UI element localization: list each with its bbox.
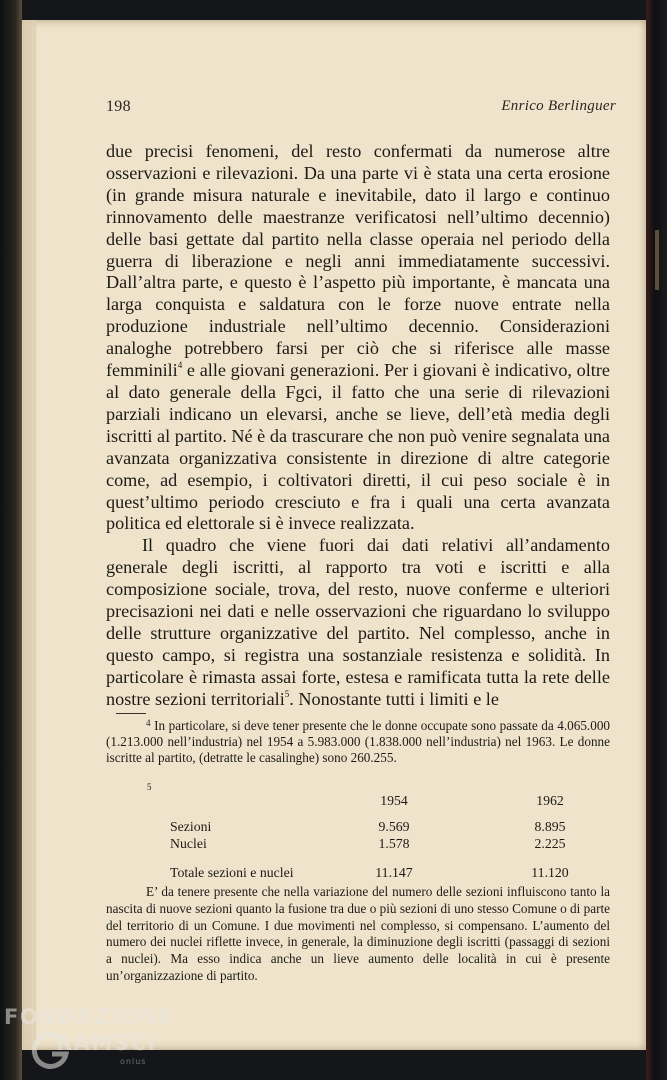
table-header-1954: 1954 — [380, 793, 408, 808]
fondazione-gramsci-watermark — [2, 1005, 176, 1077]
table-total-label: Totale sezioni e nuclei — [170, 865, 294, 880]
footnote-divider — [116, 713, 146, 714]
table-cell-1962: 2.225 — [534, 835, 566, 851]
footnote-5-table — [170, 793, 590, 882]
paragraph-2-text-b: . Nonostante tutti i limiti e le — [289, 688, 499, 709]
scan-background-left — [0, 0, 22, 1080]
watermark-subtitle: onlus — [120, 1057, 147, 1066]
spine-mark — [655, 230, 659, 290]
page-number: 198 — [106, 98, 131, 115]
paragraph-1-text-a: due precisi fenomeni, del resto confermati da numerose altre osservazioni e rilevazioni. Da una parte vi è stata una certa erosione (in grande misura naturale e inevitabile, dato il largo e continuo rinnovamento delle maestranze verificatosi nell’ultimo decennio) delle basi gettate dal partito nella classe operaia nel periodo della guerra di liberazione e negli anni immediatamente successivi. Dall’altra parte, e questo è l’aspetto più importante, è mancata una larga conquista e saldatura con le forze nuove entrate nella produzione industriale nell’ultimo decennio. Considerazioni analoghe potrebbero farsi per ciò che si riferisce alle masse femminili — [106, 141, 610, 381]
table-spacer — [170, 852, 590, 865]
table-header-1962: 1962 — [536, 793, 564, 808]
footnote-5-note — [106, 884, 610, 985]
footnote-ref-5: 5 — [284, 688, 290, 699]
paragraph-1 — [106, 141, 610, 535]
table-row-label: Sezioni — [170, 819, 212, 834]
running-title: Enrico Berlinguer — [501, 98, 616, 114]
body-text — [106, 141, 610, 711]
table-row-label: Nuclei — [170, 835, 207, 851]
watermark-line-2: RAMSCI — [56, 1031, 157, 1055]
paragraph-2 — [106, 535, 610, 710]
book-spine-right — [646, 0, 667, 1080]
table-cell-1954: 1.578 — [378, 835, 410, 851]
watermark-line-1: FONDAZIONE — [4, 1005, 176, 1029]
footnote-4-text: In particolare, si deve tener presente che le donne occupate sono passate da 4.065.000 (1.213.000 nell’industria) nel 1954 a 5.983.000 (1.838.000 nell’industria) nel 1963. Le donne iscritte al partito, (detratte le casalinghe) sono 260.255. — [106, 718, 611, 765]
table-cell-1962: 8.895 — [534, 819, 566, 834]
footnote-5-text: E’ da tenere presente che nella variazione del numero delle sezioni influiscono tanto la nascita di nuove sezioni quanto la fusione tra due o più sezioni di uno stesso Comune o di parte del territorio di un Comune. I due movimenti nel complesso, si compensano. L’aumento del numero dei nuclei riflette invece, in generale, la diminuzione degli iscritti (passaggi di sezioni a nuclei). Ma esso indica anche un lieve aumento delle località in cui è presente un’organizzazione di partito. — [106, 884, 610, 983]
page-edge-stack — [22, 20, 36, 1050]
paragraph-1-text-b: e alle giovani generazioni. Per i giovani è indicativo, oltre al dato generale della Fgci, il fatto che una serie di rilevazioni parziali indicano un elevarsi, anche se lieve, dell’età media degli iscritti al partito. Né è da trascurare che non può venire segnalata una avanzata organizzativa consistente in direzione di altre categorie come, ad esempio, i coltivatori diretti, il cui peso sociale è in quest’ultimo periodo cresciuto e fra i quali una certa avanzata politica ed elettorale si è invece realizzata. — [106, 360, 610, 534]
paragraph-2-text-a: Il quadro che viene fuori dai dati relativi all’andamento generale degli iscritti, al rapporto tra voti e iscritti e alla composizione sociale, trova, del resto, nuove conferme e ulteriori precisazioni nei dati e nelle osservazioni che riguardano lo sviluppo delle strutture organizzative del partito. Nel complesso, anche in questo campo, si registra una sostanziale resistenza e solidità. In particolare è rimasta assai forte, estesa e ramificata tutta la rete delle nostre sezioni territoriali — [106, 535, 610, 709]
table-row — [170, 819, 590, 836]
table-row — [170, 836, 590, 853]
footnote-ref-4: 4 — [177, 360, 183, 371]
running-head — [106, 98, 616, 120]
table-total-row — [170, 865, 590, 882]
table-header-row — [170, 793, 590, 819]
table-total-1954: 11.147 — [375, 865, 413, 880]
table-cell-1954: 9.569 — [378, 819, 410, 834]
footnote-4 — [106, 718, 610, 766]
table-total-1962: 11.120 — [531, 865, 569, 880]
footnote-5-marker: 5 — [147, 782, 152, 792]
footnote-4-marker: 4 — [146, 718, 151, 728]
